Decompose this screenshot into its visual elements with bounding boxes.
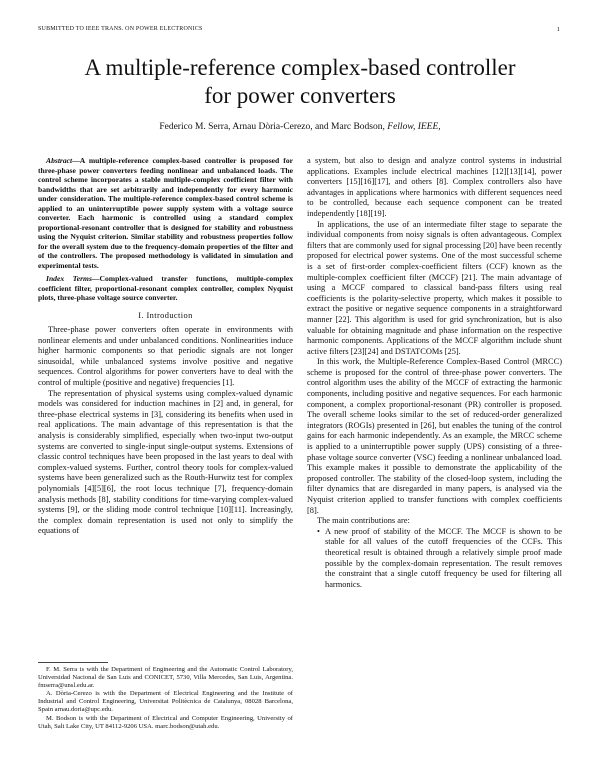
page-number: 1 bbox=[556, 26, 560, 33]
index-terms-text: —Complex-valued transfer functions, multiple-complex coefficient filter, proportional-resonant complex controller, complex Nyquist plots, three-phase voltage source converter. bbox=[38, 274, 293, 302]
section-heading-introduction: I. Introduction bbox=[138, 310, 193, 320]
right-column bbox=[307, 156, 562, 590]
author-list bbox=[0, 122, 600, 132]
footnote-rule bbox=[38, 662, 108, 663]
title-line-2: for power converters bbox=[204, 83, 396, 108]
body-paragraph: In this work, the Multiple-Reference Complex-Based Control (MRCC) scheme is proposed for the control of three-phase power converters. The control algorithm uses the ability of the MCCF of extracting the harmonic components, including positive and negative sequences. For each harmonic component, a complex proportional-resonant (PR) controller is proposed. The overall scheme looks similar to the set of reduced-order generalized integrators (ROGIs) presented in [26], but enables the tuning of the control gains for each harmonic independently. As an example, the MRCC scheme is applied to a uninterruptible power supply (UPS) consisting of a three-phase voltage source converter (VSC) feeding a nonlinear unbalanced load. This example makes it possible to demonstrate the applicability of the proposed controller. The stability of the closed-loop system, including the filter dynamics that are disregarded in many papers, is analysed via the Nyquist criterion applied to transfer functions with complex coefficients [8]. bbox=[307, 357, 562, 515]
index-terms bbox=[38, 274, 293, 303]
abstract-text: —A multiple-reference complex-based controller is proposed for three-phase power converters feeding nonlinear and unbalanced loads. The control scheme incorporates a stable multiple-complex coefficient filter with bandwidths that are set arbitrarily and independently for every harmonic under consideration. The multiple-reference complex-based control scheme is applied to an uninterruptible power supply system with a voltage source converter. Each harmonic is controlled using a standard complex proportional-resonant controller that is designed for stability and robustness using the Nyquist criterion. Similar stability and robustness properties follow for the overall system due to the frequency-domain properties of the filter and of the controllers. The proposed methodology is validated in simulation and experimental tests. bbox=[38, 156, 293, 270]
body-paragraph: The main contributions are: bbox=[317, 516, 410, 526]
left-column bbox=[38, 156, 293, 537]
intro-paragraph: The representation of physical systems using complex-valued dynamic models was considered for induction machines in [2] and, in general, for three-phase electrical systems in [3], considering its benefits when used in real applications. The main advantage of this representation is that the analysis is considerably simplified, especially when two-input two-output systems are converted to single-input single-output systems. Extensions of classic control techniques have been proposed in the last years to deal with complex-valued systems. Further, control theory tools for complex-valued systems have been generalized such as the Routh-Hurwitz test for complex polynomials [4][5][6], the root locus technique [7], frequency-domain analysis methods [8], stability conditions for time-varying complex-valued systems [9], or the sliding mode control technique [10][11]. Increasingly, the complex domain representation is used not only to simplify the equations of bbox=[38, 388, 293, 536]
abstract bbox=[38, 156, 293, 270]
title-line-1: A multiple-reference complex-based controller bbox=[84, 55, 516, 80]
paper-title bbox=[0, 54, 600, 110]
body-paragraph: In applications, the use of an intermediate filter stage to separate the individual components from noisy signals is often advantageous. Complex filters that are commonly used for signal processing [20] have been recently proposed for electrical power systems. One of the most successful scheme is a set of first-order complex-coefficient filters (CCF) known as the multiple-complex coefficient filter (MCCF) [21]. The main advantage of using a MCCF compared to classical band-pass filters using real coefficients is the polarity-selective property, which makes it possible to extract the positive or negative sequence components in a straightforward manner [22]. This algorithm is used for grid synchronization, but is also valuable for obtaining magnitude and phase information on the respective harmonic components. Applications of the MCCF algorithm include shunt active filters [23][24] and DSTATCOMs [25]. bbox=[307, 219, 562, 356]
author-names: Federico M. Serra, Arnau Dòria-Cerezo, and Marc Bodson, bbox=[159, 122, 385, 132]
contributions-list bbox=[307, 527, 562, 591]
abstract-label: Abstract bbox=[46, 156, 73, 165]
footnote-affiliation: M. Bodson is with the Department of Electrical and Computer Engineering, University of Utah, Salt Lake City, UT 84112-9206 USA. marc.bodson@utah.edu. bbox=[38, 714, 293, 730]
list-item: • A new proof of stability of the MCCF. The MCCF is shown to be stable for all values of the cutoff frequencies of the CCFs. This theoretical result is obtained through a relatively simple proof made possible by the complex-domain representation. The result removes the constraint that a single cutoff frequency be used for filtering all harmonics. bbox=[317, 527, 562, 591]
footnotes bbox=[38, 662, 293, 731]
footnote-affiliation: F. M. Serra is with the Department of Engineering and the Automatic Control Laboratory, Universidad Nacional de San Luis and CONICET, 5730, Villa Mercedes, San Luis, Argentina. fmserra@unsl.edu.ar. bbox=[38, 666, 293, 690]
intro-paragraph: Three-phase power converters often operate in environments with nonlinear elements and under unbalanced conditions. Nonlinearities induce higher harmonic components so that periodic signals are not longer sinusoidal, while unbalanced systems involve positive and negative sequences. Control algorithms for power converters have to deal with the control of multiple (positive and negative) frequencies [1]. bbox=[38, 325, 293, 388]
footnote-affiliation: A. Dòria-Cerezo is with the Department of Electrical Engineering and the Institute of Industrial and Control Engineering, Universitat Politècnica de Catalunya, 08028 Barcelona, Spain arnau.doria@upc.edu. bbox=[38, 690, 293, 714]
running-header: SUBMITTED TO IEEE TRANS. ON POWER ELECTRONICS bbox=[38, 26, 203, 32]
index-terms-label: Index Terms bbox=[46, 274, 92, 283]
author-suffix: Fellow, IEEE, bbox=[387, 122, 441, 132]
body-paragraph: a system, but also to design and analyze control systems in industrial applications. Examples include electrical machines [12][13][14], power converters [15][16][17], and others [8]. Complex controllers also have advantages in applications where harmonics with different sequences need to be controlled, because each sequence component can be treated independently [18][19]. bbox=[307, 156, 562, 218]
